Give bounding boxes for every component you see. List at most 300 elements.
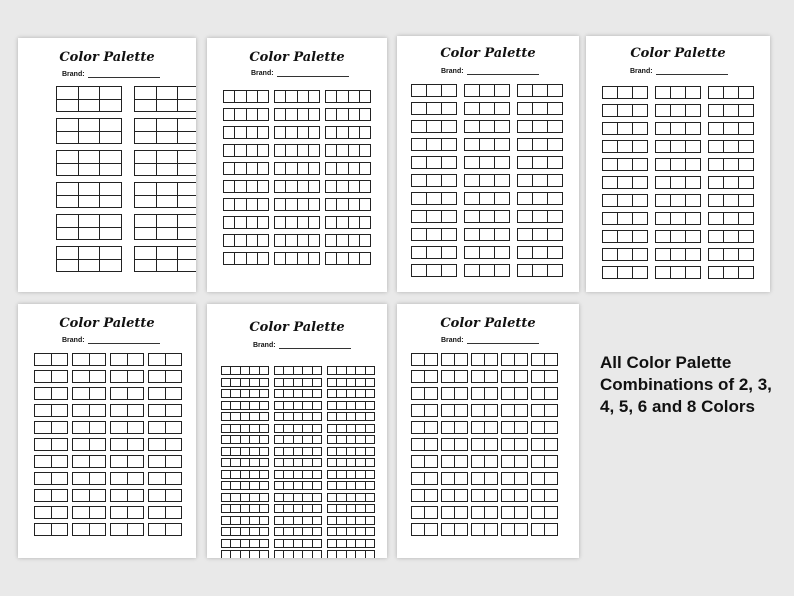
caption-text: All Color Palette Combinations of 2, 3, 4, 5, 6 and 8 Colors xyxy=(600,353,772,416)
swatch-box xyxy=(34,523,68,536)
swatch-cell xyxy=(518,85,533,96)
swatch-cell xyxy=(548,121,562,132)
swatch-box xyxy=(471,438,498,451)
swatch-box xyxy=(327,527,375,536)
swatch-cell xyxy=(656,177,671,188)
swatch-cell xyxy=(347,436,356,443)
swatch-cell xyxy=(250,448,259,455)
swatch-cell xyxy=(360,145,370,156)
swatch-cell xyxy=(326,145,337,156)
swatch-cell xyxy=(35,354,52,365)
swatch-cell xyxy=(337,436,346,443)
swatch-cell xyxy=(326,127,337,138)
swatch-cell xyxy=(455,388,467,399)
swatch-cell xyxy=(57,183,79,195)
swatch-cell xyxy=(260,390,268,397)
swatch-cell xyxy=(366,517,374,524)
swatch-cell xyxy=(250,528,259,535)
swatch-box xyxy=(501,489,528,502)
swatch-cell xyxy=(128,439,144,450)
swatch-box xyxy=(602,230,648,243)
swatch-box xyxy=(411,120,457,133)
swatch-cell xyxy=(222,494,231,501)
swatch-cell xyxy=(286,91,297,102)
swatch-box xyxy=(708,158,754,171)
swatch-box xyxy=(134,150,196,176)
swatch-cell xyxy=(57,247,79,259)
swatch-cell xyxy=(73,490,90,501)
swatch-cell xyxy=(231,367,240,374)
swatch-box xyxy=(72,455,106,468)
swatch-box xyxy=(274,108,320,121)
swatch-box xyxy=(517,102,563,115)
swatch-cell xyxy=(313,402,321,409)
swatch-cell xyxy=(427,103,442,114)
swatch-cell xyxy=(235,181,246,192)
swatch-cell xyxy=(303,459,312,466)
swatch-cell xyxy=(303,517,312,524)
swatch-cell xyxy=(495,229,509,240)
swatch-box xyxy=(602,122,648,135)
swatch-cell xyxy=(709,159,724,170)
swatch-cell xyxy=(347,402,356,409)
swatch-cell xyxy=(618,267,633,278)
palette-page xyxy=(18,38,196,292)
swatch-box xyxy=(72,438,106,451)
swatch-cell xyxy=(656,123,671,134)
swatch-cell xyxy=(366,425,374,432)
swatch-cell xyxy=(739,231,753,242)
swatch-cell xyxy=(360,127,370,138)
swatch-cell xyxy=(495,121,509,132)
swatch-box xyxy=(56,118,122,144)
swatch-box xyxy=(221,378,269,387)
swatch-box xyxy=(411,455,438,468)
swatch-cell xyxy=(337,528,346,535)
swatch-cell xyxy=(709,87,724,98)
swatch-cell xyxy=(686,159,700,170)
swatch-cell xyxy=(284,390,293,397)
swatch-cell xyxy=(412,139,427,150)
brand-underline xyxy=(88,71,160,78)
swatch-cell xyxy=(57,119,79,131)
swatch-cell xyxy=(247,199,258,210)
swatch-cell xyxy=(548,229,562,240)
swatch-cell xyxy=(356,413,365,420)
swatch-cell xyxy=(241,471,250,478)
swatch-cell xyxy=(686,195,700,206)
swatch-cell xyxy=(618,105,633,116)
swatch-cell xyxy=(442,229,456,240)
swatch-cell xyxy=(73,354,90,365)
swatch-cell xyxy=(349,91,360,102)
swatch-cell xyxy=(313,494,321,501)
swatch-cell xyxy=(90,422,106,433)
swatch-box xyxy=(34,489,68,502)
page-title: Color Palette xyxy=(249,320,345,335)
swatch-cell xyxy=(52,405,68,416)
swatch-box xyxy=(325,234,371,247)
swatch-cell xyxy=(260,505,268,512)
swatch-cell xyxy=(472,507,485,518)
swatch-cell xyxy=(135,119,157,131)
swatch-cell xyxy=(356,367,365,374)
swatch-cell xyxy=(472,388,485,399)
swatch-cell xyxy=(412,157,427,168)
swatch-cell xyxy=(349,217,360,228)
swatch-box xyxy=(411,438,438,451)
swatch-box xyxy=(708,248,754,261)
swatch-cell xyxy=(149,473,166,484)
swatch-box xyxy=(223,90,269,103)
swatch-cell xyxy=(258,109,268,120)
swatch-cell xyxy=(241,402,250,409)
swatch-box xyxy=(441,387,468,400)
swatch-cell xyxy=(222,448,231,455)
swatch-cell xyxy=(518,211,533,222)
swatch-cell xyxy=(250,551,259,558)
brand-field xyxy=(253,342,351,349)
swatch-cell xyxy=(294,390,303,397)
swatch-cell xyxy=(303,528,312,535)
swatch-box xyxy=(274,493,322,502)
swatch-cell xyxy=(260,448,268,455)
swatch-cell xyxy=(79,260,101,272)
swatch-cell xyxy=(686,141,700,152)
swatch-box xyxy=(327,504,375,513)
swatch-cell xyxy=(347,471,356,478)
swatch-box xyxy=(655,104,701,117)
swatch-box xyxy=(72,404,106,417)
swatch-cell xyxy=(275,551,284,558)
swatch-box xyxy=(274,198,320,211)
swatch-cell xyxy=(166,439,182,450)
swatch-cell xyxy=(157,247,179,259)
swatch-box xyxy=(464,156,510,169)
swatch-cell xyxy=(480,85,495,96)
swatch-cell xyxy=(518,229,533,240)
swatch-cell xyxy=(284,494,293,501)
swatch-cell xyxy=(79,183,101,195)
swatch-cell xyxy=(79,151,101,163)
swatch-cell xyxy=(349,145,360,156)
swatch-cell xyxy=(235,145,246,156)
swatch-cell xyxy=(532,388,545,399)
swatch-box xyxy=(148,506,182,519)
swatch-cell xyxy=(442,422,455,433)
swatch-cell xyxy=(502,507,515,518)
swatch-cell xyxy=(286,109,297,120)
brand-field xyxy=(62,337,160,344)
swatch-box xyxy=(221,412,269,421)
swatch-box xyxy=(464,228,510,241)
swatch-box xyxy=(531,421,558,434)
swatch-cell xyxy=(515,422,527,433)
swatch-cell xyxy=(442,354,455,365)
swatch-box xyxy=(327,458,375,467)
swatch-cell xyxy=(135,132,157,144)
swatch-cell xyxy=(724,231,739,242)
swatch-cell xyxy=(275,436,284,443)
swatch-box xyxy=(471,421,498,434)
swatch-cell xyxy=(247,181,258,192)
swatch-cell xyxy=(412,422,425,433)
swatch-cell xyxy=(480,229,495,240)
swatch-cell xyxy=(686,123,700,134)
swatch-cell xyxy=(618,87,633,98)
swatch-cell xyxy=(671,87,686,98)
swatch-cell xyxy=(465,121,480,132)
swatch-cell xyxy=(495,103,509,114)
swatch-cell xyxy=(258,199,268,210)
swatch-box xyxy=(531,523,558,536)
swatch-cell xyxy=(275,235,286,246)
swatch-cell xyxy=(90,473,106,484)
swatch-cell xyxy=(548,157,562,168)
swatch-cell xyxy=(548,265,562,276)
swatch-cell xyxy=(328,367,337,374)
palette-page xyxy=(207,38,387,292)
swatch-box xyxy=(655,194,701,207)
swatch-box xyxy=(501,421,528,434)
swatch-cell xyxy=(135,228,157,240)
swatch-box xyxy=(471,489,498,502)
swatch-cell xyxy=(224,127,235,138)
swatch-cell xyxy=(286,199,297,210)
swatch-cell xyxy=(90,371,106,382)
brand-underline xyxy=(277,70,349,77)
swatch-box xyxy=(708,122,754,135)
swatch-box xyxy=(655,248,701,261)
swatch-cell xyxy=(35,524,52,535)
swatch-cell xyxy=(366,482,374,489)
swatch-cell xyxy=(337,448,346,455)
swatch-cell xyxy=(603,267,618,278)
swatch-cell xyxy=(442,193,456,204)
swatch-cell xyxy=(366,379,374,386)
swatch-cell xyxy=(472,371,485,382)
page-title: Color Palette xyxy=(440,316,536,331)
swatch-cell xyxy=(166,388,182,399)
swatch-cell xyxy=(515,388,527,399)
swatch-cell xyxy=(178,87,196,99)
swatch-cell xyxy=(128,371,144,382)
swatch-box xyxy=(471,404,498,417)
swatch-cell xyxy=(222,413,231,420)
swatch-cell xyxy=(360,163,370,174)
swatch-cell xyxy=(250,517,259,524)
swatch-box xyxy=(411,192,457,205)
swatch-cell xyxy=(328,448,337,455)
swatch-box xyxy=(441,370,468,383)
swatch-cell xyxy=(258,91,268,102)
swatch-cell xyxy=(603,87,618,98)
swatch-cell xyxy=(313,390,321,397)
swatch-cell xyxy=(241,528,250,535)
swatch-box xyxy=(56,214,122,240)
swatch-box xyxy=(411,370,438,383)
brand-label: Brand: xyxy=(62,337,85,344)
swatch-box xyxy=(327,550,375,558)
swatch-cell xyxy=(286,145,297,156)
swatch-cell xyxy=(360,253,370,264)
swatch-cell xyxy=(90,388,106,399)
swatch-cell xyxy=(427,121,442,132)
swatch-cell xyxy=(425,473,437,484)
swatch-cell xyxy=(518,103,533,114)
swatch-box xyxy=(110,489,144,502)
swatch-box xyxy=(531,506,558,519)
swatch-cell xyxy=(480,247,495,258)
swatch-cell xyxy=(73,524,90,535)
swatch-cell xyxy=(178,183,196,195)
swatch-cell xyxy=(442,371,455,382)
swatch-cell xyxy=(548,193,562,204)
swatch-cell xyxy=(603,249,618,260)
swatch-box xyxy=(411,506,438,519)
swatch-box xyxy=(464,120,510,133)
swatch-cell xyxy=(260,528,268,535)
page-title: Color Palette xyxy=(59,50,155,65)
swatch-cell xyxy=(166,422,182,433)
swatch-box xyxy=(471,455,498,468)
swatch-box xyxy=(411,523,438,536)
swatch-box xyxy=(148,404,182,417)
swatch-cell xyxy=(294,436,303,443)
swatch-cell xyxy=(412,85,427,96)
swatch-cell xyxy=(633,231,647,242)
swatch-cell xyxy=(545,507,557,518)
swatch-cell xyxy=(313,425,321,432)
swatch-cell xyxy=(326,163,337,174)
swatch-cell xyxy=(284,436,293,443)
swatch-box xyxy=(110,523,144,536)
swatch-cell xyxy=(347,517,356,524)
swatch-cell xyxy=(52,422,68,433)
swatch-box xyxy=(602,140,648,153)
swatch-cell xyxy=(533,175,548,186)
swatch-cell xyxy=(298,145,309,156)
swatch-cell xyxy=(686,231,700,242)
swatch-box xyxy=(223,144,269,157)
swatch-cell xyxy=(260,459,268,466)
swatch-box xyxy=(72,523,106,536)
swatch-cell xyxy=(231,551,240,558)
swatch-cell xyxy=(241,505,250,512)
swatch-cell xyxy=(326,217,337,228)
swatch-cell xyxy=(260,482,268,489)
swatch-cell xyxy=(241,390,250,397)
swatch-cell xyxy=(545,405,557,416)
swatch-cell xyxy=(347,494,356,501)
swatch-box xyxy=(148,370,182,383)
swatch-cell xyxy=(724,177,739,188)
swatch-cell xyxy=(709,231,724,242)
swatch-cell xyxy=(250,390,259,397)
swatch-box xyxy=(110,370,144,383)
swatch-cell xyxy=(275,505,284,512)
swatch-cell xyxy=(515,456,527,467)
swatch-cell xyxy=(286,217,297,228)
swatch-box xyxy=(325,126,371,139)
swatch-cell xyxy=(224,163,235,174)
swatch-cell xyxy=(166,490,182,501)
swatch-box xyxy=(148,421,182,434)
swatch-cell xyxy=(356,494,365,501)
swatch-cell xyxy=(686,177,700,188)
swatch-cell xyxy=(258,127,268,138)
swatch-box xyxy=(72,370,106,383)
swatch-cell xyxy=(286,127,297,138)
swatch-cell xyxy=(356,390,365,397)
swatch-cell xyxy=(455,456,467,467)
swatch-cell xyxy=(532,456,545,467)
swatch-box xyxy=(274,90,320,103)
swatch-cell xyxy=(480,211,495,222)
swatch-box xyxy=(517,264,563,277)
swatch-box xyxy=(441,353,468,366)
swatch-box xyxy=(531,404,558,417)
swatch-box xyxy=(327,539,375,548)
swatch-box xyxy=(441,438,468,451)
swatch-cell xyxy=(260,471,268,478)
swatch-cell xyxy=(337,109,348,120)
swatch-cell xyxy=(502,405,515,416)
swatch-cell xyxy=(656,159,671,170)
swatch-cell xyxy=(709,177,724,188)
swatch-cell xyxy=(303,471,312,478)
swatch-cell xyxy=(294,528,303,535)
swatch-cell xyxy=(502,371,515,382)
swatch-box xyxy=(148,523,182,536)
swatch-cell xyxy=(442,524,455,535)
swatch-cell xyxy=(515,371,527,382)
swatch-box xyxy=(274,550,322,558)
swatch-cell xyxy=(309,181,319,192)
swatch-box xyxy=(501,353,528,366)
swatch-box xyxy=(708,194,754,207)
swatch-box xyxy=(110,506,144,519)
swatch-cell xyxy=(412,507,425,518)
swatch-cell xyxy=(709,195,724,206)
swatch-box xyxy=(464,138,510,151)
swatch-cell xyxy=(686,105,700,116)
swatch-cell xyxy=(73,507,90,518)
swatch-cell xyxy=(337,459,346,466)
swatch-cell xyxy=(347,551,356,558)
swatch-box xyxy=(501,506,528,519)
swatch-cell xyxy=(250,367,259,374)
brand-field xyxy=(630,68,728,75)
swatch-cell xyxy=(532,490,545,501)
swatch-cell xyxy=(111,524,128,535)
swatch-cell xyxy=(235,91,246,102)
swatch-cell xyxy=(178,260,196,272)
swatch-cell xyxy=(275,91,286,102)
swatch-box xyxy=(34,506,68,519)
swatch-cell xyxy=(356,471,365,478)
swatch-cell xyxy=(427,139,442,150)
swatch-cell xyxy=(111,354,128,365)
swatch-cell xyxy=(412,247,427,258)
swatch-cell xyxy=(356,402,365,409)
swatch-cell xyxy=(100,228,121,240)
swatch-cell xyxy=(135,100,157,112)
swatch-cell xyxy=(231,471,240,478)
swatch-cell xyxy=(455,473,467,484)
swatch-cell xyxy=(100,215,121,227)
swatch-box xyxy=(655,230,701,243)
